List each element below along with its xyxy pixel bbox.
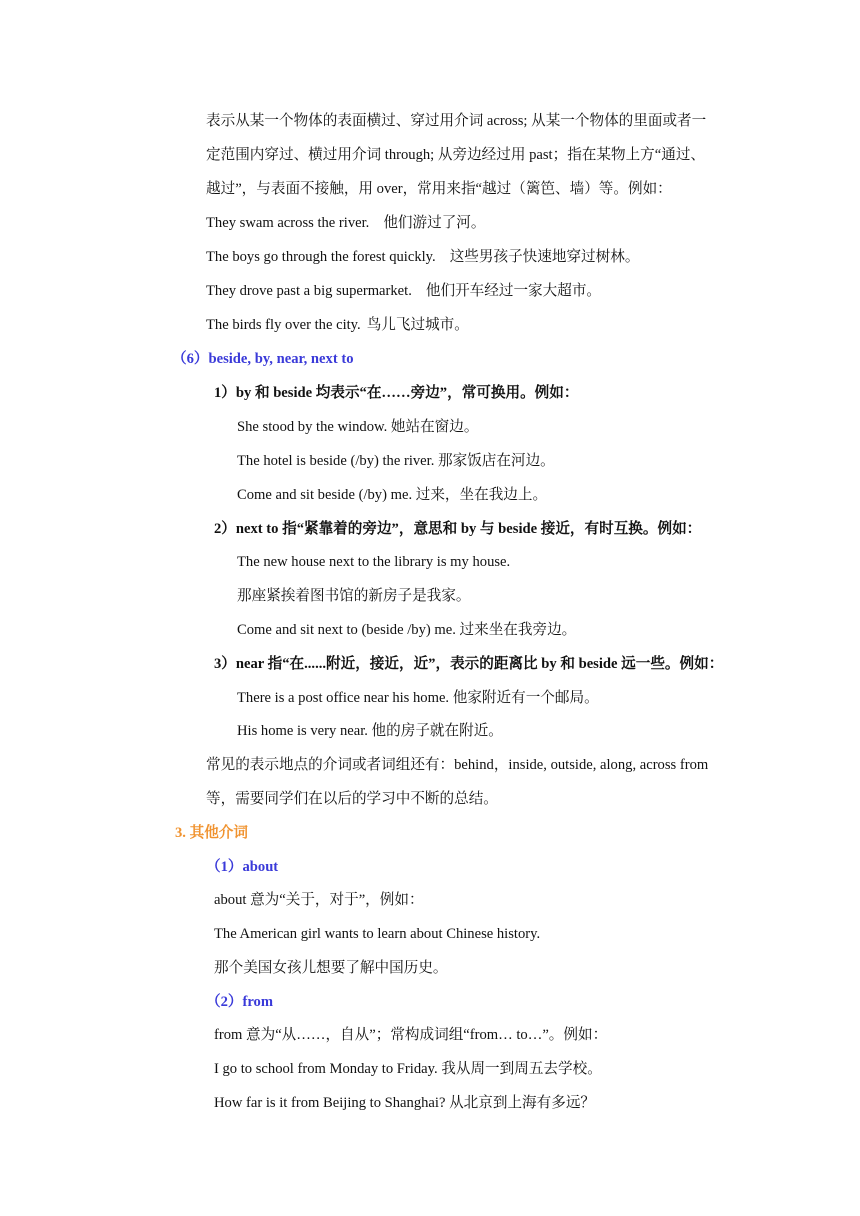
point-2-title: 2）next to 指“紧靠着的旁边”，意思和 by 与 beside 接近，有时互换。例如： <box>214 521 702 537</box>
example-chinese: 他们游过了河。 <box>383 215 486 231</box>
point-3-example: His home is very near. 他的房子就在附近。 <box>237 723 503 739</box>
summary-text: 常见的表示地点的介词或者词组还有：behind，inside, outside, along, across from <box>206 757 709 773</box>
point-2-example: The new house next to the library is my house. <box>237 554 511 570</box>
from-line: How far is it from Beijing to Shanghai? 从北京到上海有多远？ <box>214 1095 596 1111</box>
example-past <box>206 282 601 300</box>
about-line: about 意为“关于，对于”，例如： <box>214 892 424 908</box>
example-across <box>206 214 486 232</box>
example-english: The boys go through the forest quickly. <box>206 249 436 265</box>
summary-line-1 <box>206 756 730 774</box>
section-3-heading: 3. 其他介词 <box>175 825 248 841</box>
about-line: The American girl wants to learn about Chinese history. <box>214 926 541 942</box>
section-6-heading: （6）beside, by, near, next to <box>172 351 354 367</box>
point-1-example: Come and sit beside (/by) me. 过来，坐在我边上。 <box>237 487 548 503</box>
example-english: The birds fly over the city. <box>206 317 361 333</box>
point-3-example: There is a post office near his home. 他家附近有一个邮局。 <box>237 690 599 706</box>
example-through <box>206 248 639 266</box>
from-line: I go to school from Monday to Friday. 我从周一到周五去学校。 <box>214 1061 602 1077</box>
intro-text: 定范围内穿过、横过用介词 through; 从旁边经过用 past；指在某物上方“通过、 <box>206 147 706 163</box>
example-chinese: 这些男孩子快速地穿过树林。 <box>449 249 640 265</box>
point-2-example: Come and sit next to (beside /by) me. 过来坐在我旁边。 <box>237 622 577 638</box>
example-over <box>206 316 469 334</box>
example-english: They drove past a big supermarket. <box>206 283 412 299</box>
example-chinese: 他们开车经过一家大超市。 <box>425 283 602 299</box>
point-3-title: 3）near 指“在......附近，接近，近”，表示的距离比 by 和 beside 远一些。例如： <box>214 656 724 672</box>
point-1-example: She stood by the window. 她站在窗边。 <box>237 419 479 435</box>
intro-text: 表示从某一个物体的表面横过、穿过用介词 across; 从某一个物体的里面或者一 <box>206 113 707 129</box>
summary-line-2: 等，需要同学们在以后的学习中不断的总结。 <box>206 791 498 807</box>
intro-line-3: 越过”，与表面不接触，用 over，常用来指“越过（篱笆、墙）等。例如： <box>206 181 672 197</box>
from-line: from 意为“从……，自从”；常构成词组“from… to…”。例如： <box>214 1027 608 1043</box>
example-english: They swam across the river. <box>206 215 370 231</box>
from-heading: （2）from <box>206 994 274 1010</box>
point-1-title: 1）by 和 beside 均表示“在……旁边”，常可换用。例如： <box>214 385 579 401</box>
intro-line-2 <box>206 146 730 164</box>
point-2-example: 那座紧挨着图书馆的新房子是我家。 <box>237 588 471 604</box>
about-heading: （1）about <box>206 859 279 875</box>
intro-line-1 <box>206 112 730 130</box>
point-1-example: The hotel is beside (/by) the river. 那家饭店在河边。 <box>237 453 555 469</box>
example-chinese: 鸟儿飞过城市。 <box>366 317 469 333</box>
about-line: 那个美国女孩儿想要了解中国历史。 <box>214 960 448 976</box>
